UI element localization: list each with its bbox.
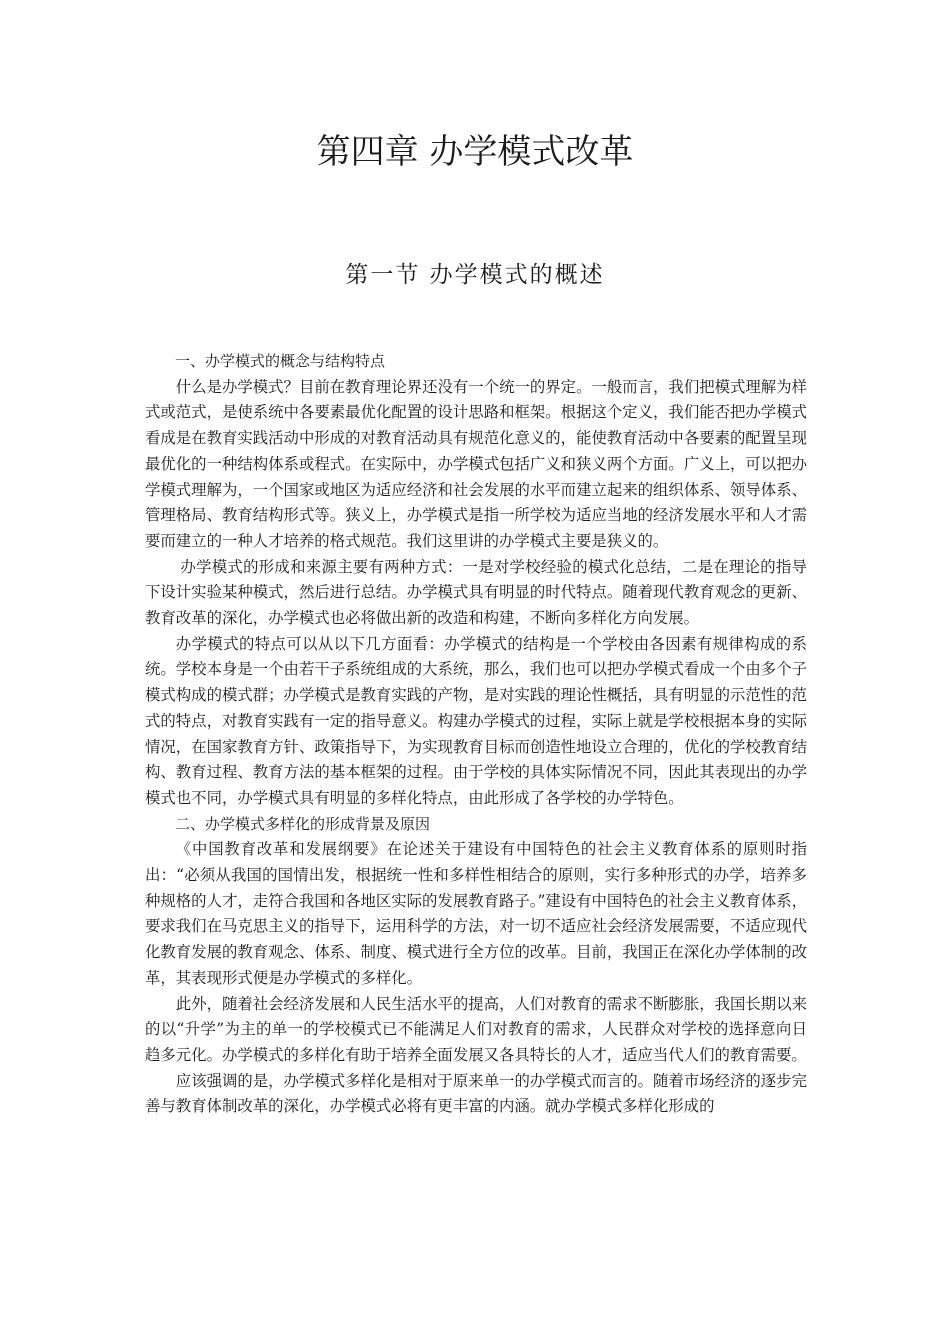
subsection-heading-1: 一、办学模式的概念与结构特点 — [175, 352, 386, 370]
body-text — [145, 349, 807, 1120]
paragraph: 《中国教育改革和发展纲要》在论述关于建设有中国特色的社会主义教育体系的原则时指出：“必须从我国的国情出发，根据统一性和多样性相结合的原则，实行多种形式的办学，培养多种规格的人才，走符合我国和各地区实际的发展教育路子。”建设有中国特色的社会主义教育体系，要求我们在马克思主义的指导下，运用科学的方法，对一切不适应社会经济发展需要，不适应现代化教育发展的教育观念、体系、制度、模式进行全方位的改革。目前，我国正在深化办学体制的改革，其表现形式便是办学模式的多样化。 — [145, 840, 807, 987]
paragraph: 应该强调的是，办学模式多样化是相对于原来单一的办学模式而言的。随着市场经济的逐步完善与教育体制改革的深化，办学模式必将有更丰富的内涵。就办学模式多样化形成的 — [145, 1071, 807, 1116]
chapter-title: 第四章 办学模式改革 — [316, 132, 634, 172]
paragraph: 什么是办学模式？目前在教育理论界还没有一个统一的界定。一般而言，我们把模式理解为样式或范式，是使系统中各要素最优化配置的设计思路和框架。根据这个定义，我们能否把办学模式看成是在教育实践活动中形成的对教育活动具有规范化意义的，能使教育活动中各要素的配置呈现最优化的一种结构体系或程式。在实际中，办学模式包括广义和狭义两个方面。广义上，可以把办学模式理解为，一个国家或地区为适应经济和社会发展的水平而建立起来的组织体系、领导体系、管理格局、教育结构形式等。狭义上，办学模式是指一所学校为适应当地的经济发展水平和人才需要而建立的一种人才培养的格式规范。我们这里讲的办学模式主要是狭义的。 — [145, 377, 807, 550]
paragraph: 办学模式的形成和来源主要有两种方式：一是对学校经验的模式化总结，二是在理论的指导下设计实验某种模式，然后进行总结。办学模式具有明显的时代特点。随着现代教育观念的更新、教育改革的深化，办学模式也必将做出新的改造和构建，不断向多样化方向发展。 — [145, 557, 807, 628]
paragraph: 此外，随着社会经济发展和人民生活水平的提高，人们对教育的需求不断膨胀，我国长期以来的以“升学”为主的单一的学校模式已不能满足人们对教育的需求，人民群众对学校的选择意向日趋多元化。办学模式的多样化有助于培养全面发展又各具特长的人才，适应当代人们的教育需要。 — [145, 994, 807, 1064]
paragraph: 办学模式的特点可以从以下几方面看：办学模式的结构是一个学校由各因素有规律构成的系统。学校本身是一个由若干子系统组成的大系统，那么，我们也可以把办学模式看成一个由多个子模式构成的模式群；办学模式是教育实践的产物，是对实践的理论性概括，具有明显的示范性的范式的特点，对教育实践有一定的指导意义。构建办学模式的过程，实际上就是学校根据本身的实际情况，在国家教育方针、政策指导下，为实现教育目标而创造性地设立合理的，优化的学校教育结构、教育过程、教育方法的基本框架的过程。由于学校的具体实际情况不同，因此其表现出的办学模式也不同，办学模式具有明显的多样化特点，由此形成了各学校的办学特色。 — [145, 634, 807, 807]
subsection-heading-2: 二、办学模式多样化的形成背景及原因 — [175, 814, 431, 833]
section-title: 第一节 办学模式的概述 — [345, 262, 605, 288]
